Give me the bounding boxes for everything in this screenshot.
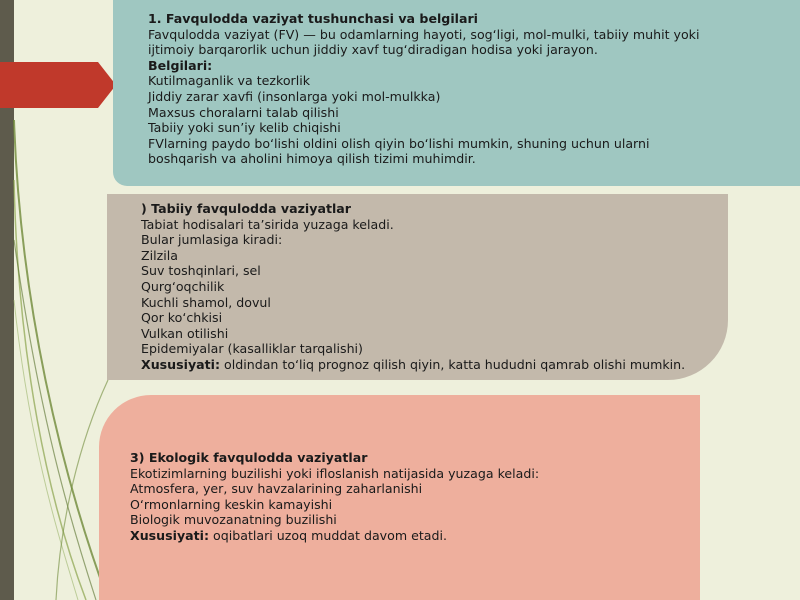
section2-intro: Tabiat hodisalari ta’sirida yuzaga keladi. bbox=[141, 216, 394, 232]
list-item: Vulkan otilishi bbox=[141, 325, 229, 341]
list-item: Qurg‘oqchilik bbox=[141, 278, 225, 294]
list-item: O‘rmonlarning keskin kamayishi bbox=[130, 496, 333, 512]
feature-text: oqibatlari uzoq muddat davom etadi. bbox=[209, 527, 448, 543]
feature-label: Xususiyati: bbox=[141, 356, 221, 372]
section-emergency-definition bbox=[113, 0, 800, 186]
list-item: Qor ko‘chkisi bbox=[141, 310, 223, 326]
section1-definition-line2: ijtimoiy barqarorlik uchun jiddiy xavf tug‘diradigan hodisa yoki jarayon. bbox=[148, 42, 598, 58]
section1-definition-line1: Favqulodda vaziyat (FV) — bu odamlarning hayoti, sog‘ligi, mol-mulki, tabiiy muhit yoki bbox=[148, 26, 700, 42]
section1-title: 1. Favqulodda vaziyat tushunchasi va belgilari bbox=[148, 11, 478, 26]
red-arrow-marker bbox=[0, 62, 116, 108]
list-item: Kutilmaganlik va tezkorlik bbox=[148, 73, 311, 89]
section-natural-emergencies bbox=[107, 194, 728, 380]
feature-text: oldindan to‘liq prognoz qilish qiyin, katta hududni qamrab olishi mumkin. bbox=[220, 356, 686, 372]
list-item: Kuchli shamol, dovul bbox=[141, 294, 271, 310]
list-item: Epidemiyalar (kasalliklar tarqalishi) bbox=[141, 341, 363, 357]
list-item: Maxsus choralarni talab qilishi bbox=[148, 104, 339, 120]
list-item: Atmosfera, yer, suv havzalarining zaharlanishi bbox=[130, 481, 423, 497]
section1-signs-heading: Belgilari: bbox=[148, 57, 213, 73]
section1-note-line1: FVlarning paydo bo‘lishi oldini olish qiyin bo‘lishi mumkin, shuning uchun ularni bbox=[148, 135, 650, 151]
feature-label: Xususiyati: bbox=[130, 527, 210, 543]
list-item: Jiddiy zarar xavfi (insonlarga yoki mol-mulkka) bbox=[148, 88, 441, 104]
section2-feature bbox=[141, 357, 728, 373]
section-ecological-emergencies bbox=[99, 395, 700, 600]
section1-note-line2: boshqarish va aholini himoya qilish tizimi muhimdir. bbox=[148, 151, 476, 167]
list-item: Suv toshqinlari, sel bbox=[141, 263, 261, 279]
section2-title: ) Tabiiy favqulodda vaziyatlar bbox=[141, 201, 352, 216]
section2-list-heading: Bular jumlasiga kiradi: bbox=[141, 232, 283, 248]
list-item: Zilzila bbox=[141, 247, 178, 263]
list-item: Biologik muvozanatning buzilishi bbox=[130, 512, 337, 528]
section3-title: 3) Ekologik favqulodda vaziyatlar bbox=[130, 450, 368, 465]
section3-intro: Ekotizimlarning buzilishi yoki ifloslanish natijasida yuzaga keladi: bbox=[130, 465, 540, 481]
list-item: Tabiiy yoki sun’iy kelib chiqishi bbox=[148, 120, 341, 136]
section3-feature bbox=[130, 528, 700, 544]
